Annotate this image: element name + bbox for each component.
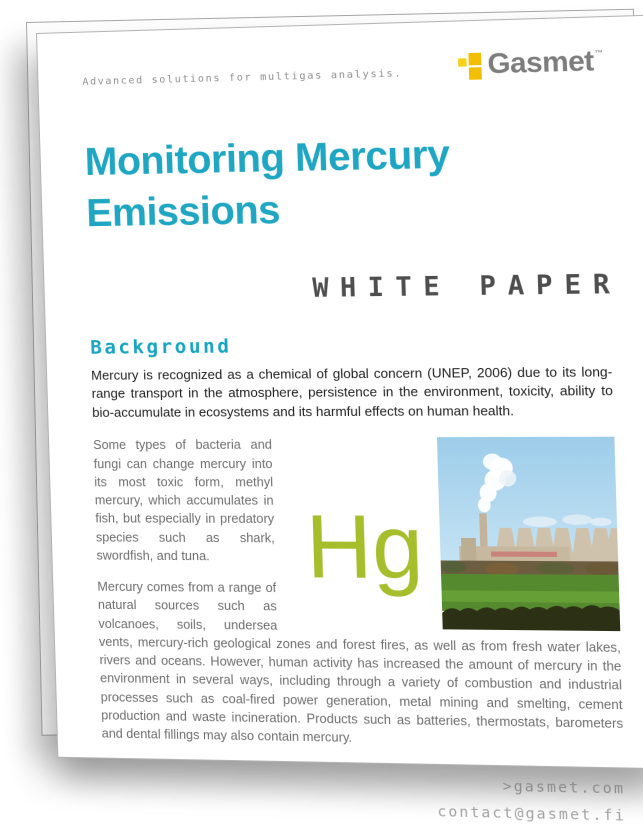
logo-square-small bbox=[458, 58, 467, 66]
paragraph-bacteria: Some types of bacteria and fungi can change mercury into its most toxic form, methyl mercury, which accumulates in fish, but especially in predatory species such as shark, swordfish, and tuna. bbox=[93, 437, 275, 564]
paragraph-sources: Mercury comes from a range of natural sources such as volcanoes, soils, undersea vents, mercury-rich geological zones and forest fires, as well as from fresh water lakes, rivers and oceans. However, human activity has increased the amount of mercury in the environment in several ways, including through a variety of combustion and industrial processes such as coal-fired power generation, metal mining and smelting, cement production and waste incineration. Products such as batteries, thermostats, barometers and dental fillings may also contain mercury. bbox=[97, 579, 624, 745]
logo-name: Gasmet bbox=[487, 44, 595, 80]
page-title bbox=[84, 125, 608, 240]
gasmet-logo bbox=[458, 46, 604, 81]
website-link[interactable]: >gasmet.com bbox=[502, 778, 626, 798]
trademark-symbol: ™ bbox=[594, 48, 603, 58]
page-content bbox=[37, 16, 643, 825]
gasmet-logo-icon bbox=[458, 53, 485, 81]
mercury-element-symbol: Hg bbox=[304, 495, 425, 598]
section-heading-background: Background bbox=[89, 335, 232, 359]
logo-square-bottom bbox=[469, 67, 482, 80]
title-line-1: Monitoring Mercury bbox=[84, 132, 451, 185]
email-link[interactable]: contact@gasmet.fi bbox=[437, 804, 627, 825]
logo-square-top bbox=[468, 53, 481, 66]
doc-type-label: WHITE PAPER bbox=[311, 269, 622, 304]
page-footer bbox=[103, 771, 626, 825]
white-paper-page bbox=[36, 15, 643, 825]
title-line-2: Emissions bbox=[85, 188, 281, 236]
page-header bbox=[82, 46, 603, 91]
logo-wordmark bbox=[487, 46, 603, 78]
company-tagline: Advanced solutions for multigas analysis. bbox=[82, 68, 403, 88]
lead-paragraph: Mercury is recognized as a chemical of global concern (UNEP, 2006) due to its long-range transport in the atmosphere, persistence in the environment, toxicity, ability to bio-accumulate in ecosystems and its harmful effects on human health. bbox=[90, 363, 614, 420]
